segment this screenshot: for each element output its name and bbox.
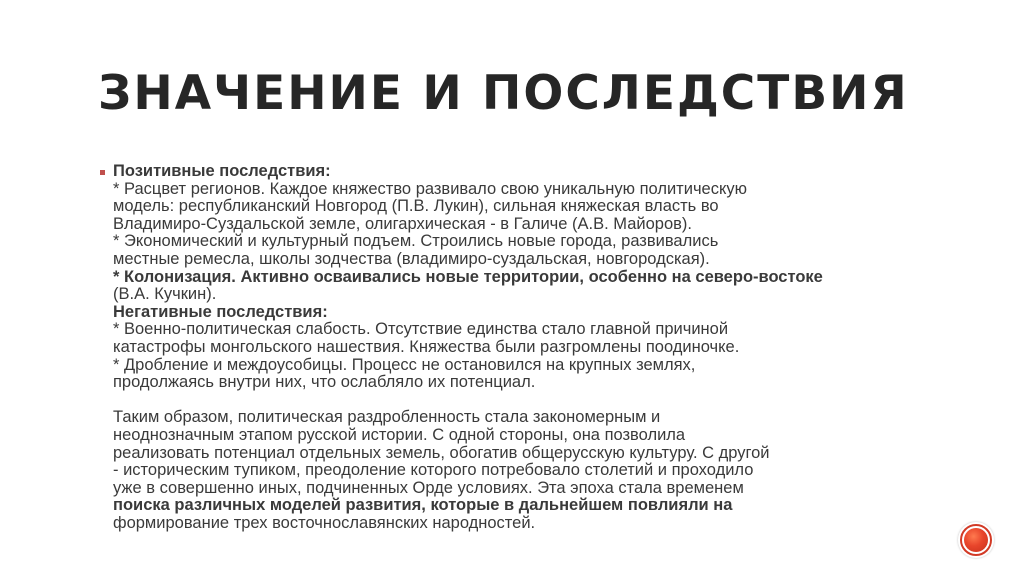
text-line: - историческим тупиком, преодоление которого потребовало столетий и проходило bbox=[113, 461, 754, 480]
text-line: неоднозначным этапом русской истории. С одной стороны, она позволила bbox=[113, 425, 686, 444]
text-line-bold: поиска различных моделей развития, которые в дальнейшем повлияли на bbox=[113, 496, 733, 515]
text-line: катастрофы монгольского нашествия. Княжества были разгромлены поодиночке. bbox=[113, 337, 740, 356]
text-line: уже в совершенно иных, подчиненных Орде условиях. Эта эпоха стала временем bbox=[113, 478, 744, 497]
paragraph-gap bbox=[113, 392, 938, 410]
positive-heading: Позитивные последствия: bbox=[113, 162, 331, 180]
bullet-text bbox=[113, 163, 938, 532]
text-line: продолжаясь внутри них, что ослабляло их потенциал. bbox=[113, 373, 536, 392]
bullet-square-icon bbox=[100, 170, 105, 175]
negative-heading: Негативные последствия: bbox=[113, 302, 328, 321]
text-line-bold: * Колонизация. Активно осваивались новые территории, особенно на северо-востоке bbox=[113, 267, 823, 286]
text-line: Таким образом, политическая раздробленность стала закономерным и bbox=[113, 408, 661, 427]
slide-title: ЗНАЧЕНИЕ И ПОСЛЕДСТВИЯ bbox=[98, 66, 909, 121]
text-line: местные ремесла, школы зодчества (владимиро-суздальская, новгородская). bbox=[113, 249, 710, 268]
nav-circle-icon bbox=[964, 528, 988, 552]
text-line: * Экономический и культурный подъем. Строились новые города, развивались bbox=[113, 232, 719, 251]
text-line: модель: республиканский Новгород (П.В. Лукин), сильная княжеская власть во bbox=[113, 197, 719, 216]
text-line: * Расцвет регионов. Каждое княжество развивало свою уникальную политическую bbox=[113, 179, 748, 198]
text-line: Владимиро-Суздальской земле, олигархическая - в Галиче (А.В. Майоров). bbox=[113, 214, 692, 233]
text-line: (В.А. Кучкин). bbox=[113, 285, 217, 304]
slide-nav-button[interactable] bbox=[958, 522, 994, 558]
text-line: формирование трех восточнославянских народностей. bbox=[113, 513, 536, 532]
text-line: * Военно-политическая слабость. Отсутствие единства стало главной причиной bbox=[113, 320, 729, 339]
text-line: реализовать потенциал отдельных земель, обогатив общерусскую культуру. С другой bbox=[113, 443, 770, 462]
text-line: * Дробление и междоусобицы. Процесс не остановился на крупных землях, bbox=[113, 355, 696, 374]
